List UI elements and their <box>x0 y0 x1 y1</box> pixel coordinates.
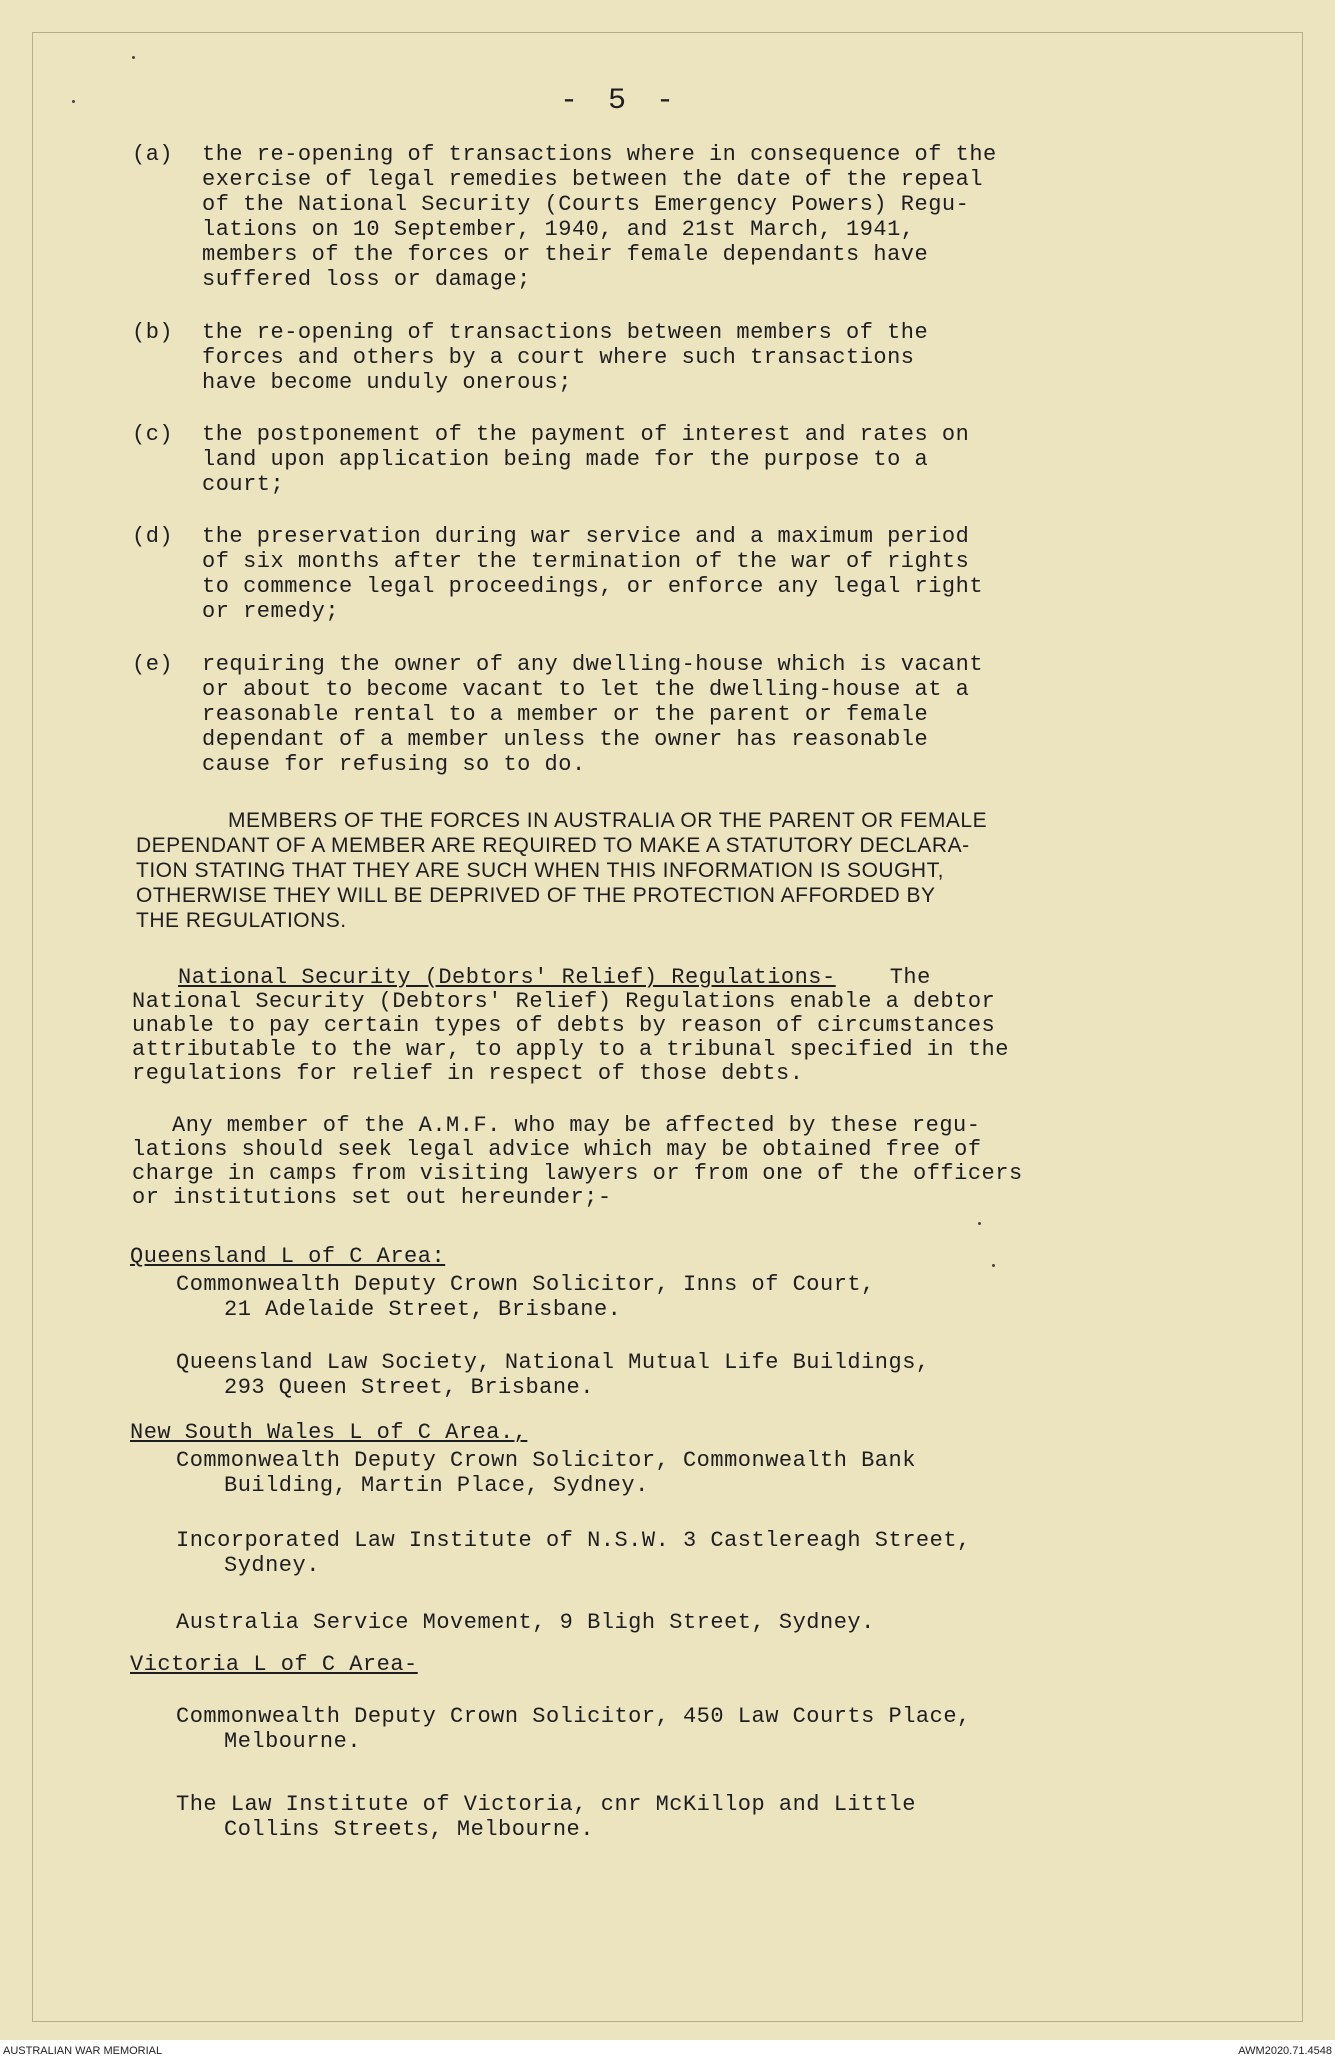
text-line: suffered loss or damage; <box>202 267 531 292</box>
list-item-a <box>132 142 1102 292</box>
text-line: Incorporated Law Institute of N.S.W. 3 Castlereagh Street, <box>176 1528 971 1553</box>
item-text <box>202 422 1102 497</box>
item-text <box>202 524 1102 624</box>
item-label: (a) <box>132 142 174 167</box>
text-line: have become unduly onerous; <box>202 370 572 395</box>
area-heading-queensland: Queensland L of C Area: <box>130 1244 446 1269</box>
text-line: regulations for relief in respect of those debts. <box>132 1061 804 1086</box>
text-line: or about to become vacant to let the dwelling-house at a <box>202 677 970 702</box>
item-text <box>202 652 1102 777</box>
text-line: 21 Adelaide Street, Brisbane. <box>224 1297 622 1322</box>
office-address <box>176 1448 916 1498</box>
text-line: Commonwealth Deputy Crown Solicitor, 450 Law Courts Place, <box>176 1704 971 1729</box>
text-line: 293 Queen Street, Brisbane. <box>224 1375 594 1400</box>
text-line: DEPENDANT OF A MEMBER ARE REQUIRED TO MAKE A STATUTORY DECLARA- <box>136 834 970 857</box>
office-address <box>176 1272 875 1322</box>
text-line: Commonwealth Deputy Crown Solicitor, Commonwealth Bank <box>176 1448 916 1473</box>
item-label: (c) <box>132 422 174 447</box>
text-line: dependant of a member unless the owner has reasonable <box>202 727 929 752</box>
item-text <box>202 142 1102 292</box>
text-line: Collins Streets, Melbourne. <box>224 1817 594 1842</box>
legal-advice-paragraph <box>132 1114 1192 1210</box>
office-address <box>176 1350 930 1400</box>
text-line: court; <box>202 472 285 497</box>
area-heading-nsw: New South Wales L of C Area., <box>130 1420 528 1445</box>
text-line: cause for refusing so to do. <box>202 752 586 777</box>
office-address <box>176 1704 971 1754</box>
text-line: Melbourne. <box>224 1729 362 1754</box>
text-line: Commonwealth Deputy Crown Solicitor, Inns of Court, <box>176 1272 875 1297</box>
text-line: Any member of the A.M.F. who may be affected by these regu- <box>172 1113 981 1138</box>
item-text <box>202 320 1102 395</box>
text-line: The Law Institute of Victoria, cnr McKillop and Little <box>176 1792 916 1817</box>
footer-accession-number: AWM2020.71.4548 <box>1238 2044 1332 2057</box>
debtors-relief-paragraph <box>132 966 1192 1086</box>
text-line: exercise of legal remedies between the date of the repeal <box>202 167 984 192</box>
archive-footer <box>0 2040 1335 2061</box>
text-line: the re-opening of transactions between members of the <box>202 320 929 345</box>
text-line: lations should seek legal advice which may be obtained free of <box>132 1137 982 1162</box>
text-line: MEMBERS OF THE FORCES IN AUSTRALIA OR THE PARENT OR FEMALE <box>228 809 988 832</box>
text-line: or remedy; <box>202 599 340 624</box>
list-item-d <box>132 524 1102 624</box>
item-label: (b) <box>132 320 174 345</box>
office-address <box>176 1528 971 1578</box>
text-fragment: The <box>889 965 931 990</box>
text-line: forces and others by a court where such transactions <box>202 345 915 370</box>
text-line: attributable to the war, to apply to a tribunal specified in the <box>132 1037 1009 1062</box>
text-line: reasonable rental to a member or the parent or female <box>202 702 929 727</box>
item-label: (d) <box>132 524 174 549</box>
text-line: OTHERWISE THEY WILL BE DEPRIVED OF THE PROTECTION AFFORDED BY <box>136 884 936 907</box>
page-number: - 5 - <box>560 84 681 118</box>
text-line: the preservation during war service and a maximum period <box>202 524 970 549</box>
ink-mark <box>132 56 135 59</box>
text-line: the re-opening of transactions where in consequence of the <box>202 142 997 167</box>
text-line: Australia Service Movement, 9 Bligh Street, Sydney. <box>176 1610 875 1635</box>
list-item-c <box>132 422 1102 497</box>
office-address <box>176 1610 875 1635</box>
text-line: Queensland Law Society, National Mutual Life Buildings, <box>176 1350 930 1375</box>
text-line: unable to pay certain types of debts by reason of circumstances <box>132 1013 996 1038</box>
text-line: lations on 10 September, 1940, and 21st March, 1941, <box>202 217 915 242</box>
text-line: THE REGULATIONS. <box>136 909 347 932</box>
text-line: the postponement of the payment of interest and rates on <box>202 422 970 447</box>
text-line: Sydney. <box>224 1553 320 1578</box>
text-line: members of the forces or their female dependants have <box>202 242 929 267</box>
text-line: of the National Security (Courts Emergency Powers) Regu- <box>202 192 970 217</box>
statutory-declaration-notice <box>136 808 1136 933</box>
debtors-heading-line <box>132 966 1192 990</box>
office-address <box>176 1792 916 1842</box>
footer-institution: AUSTRALIAN WAR MEMORIAL <box>3 2044 163 2057</box>
text-line: National Security (Debtors' Relief) Regulations enable a debtor <box>132 989 996 1014</box>
text-line: Building, Martin Place, Sydney. <box>224 1473 649 1498</box>
text-line: charge in camps from visiting lawyers or from one of the officers <box>132 1161 1023 1186</box>
list-item-b <box>132 320 1102 395</box>
list-item-e <box>132 652 1102 777</box>
item-label: (e) <box>132 652 174 677</box>
ink-mark <box>978 1222 981 1225</box>
text-line: requiring the owner of any dwelling-house which is vacant <box>202 652 984 677</box>
text-line: to commence legal proceedings, or enforce any legal right <box>202 574 984 599</box>
text-line: or institutions set out hereunder;- <box>132 1185 612 1210</box>
ink-mark <box>72 100 75 103</box>
section-heading: National Security (Debtors' Relief) Regulations- <box>178 965 836 990</box>
area-heading-victoria: Victoria L of C Area- <box>130 1652 418 1677</box>
ink-mark <box>992 1264 995 1267</box>
text-line: land upon application being made for the purpose to a <box>202 447 929 472</box>
text-line: TION STATING THAT THEY ARE SUCH WHEN THIS INFORMATION IS SOUGHT, <box>136 859 944 882</box>
text-line: of six months after the termination of the war of rights <box>202 549 970 574</box>
